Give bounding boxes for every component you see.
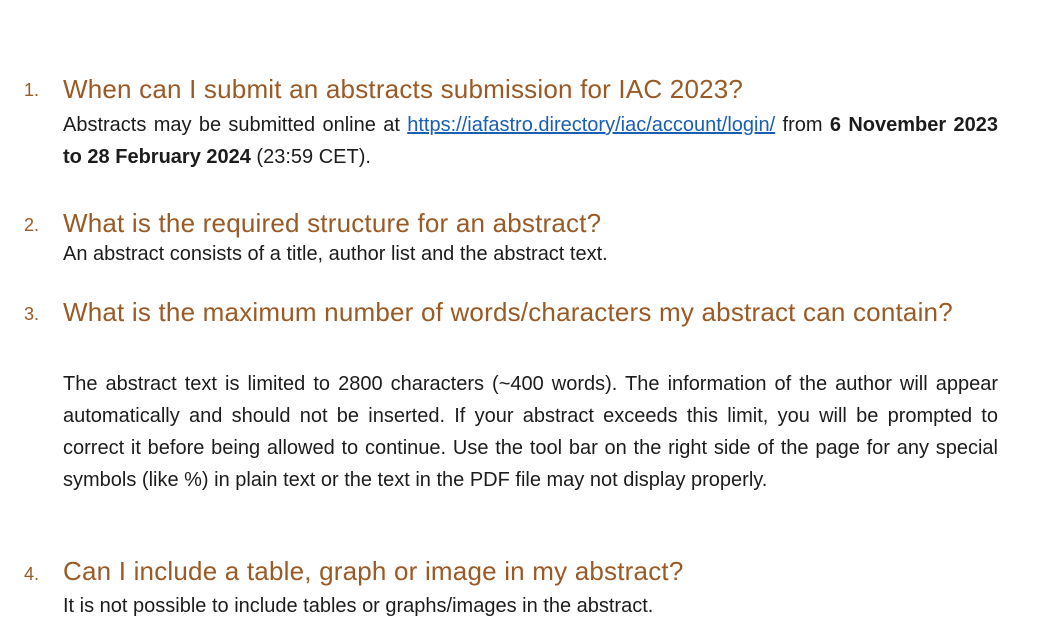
answer-prefix: Abstracts may be submitted online at [63,114,408,136]
answer-suffix: (23:59 CET). [250,146,371,168]
question-title: Can I include a table, graph or image in my abstract? [63,556,684,586]
answer-mid: from [775,114,830,136]
answer-text: The abstract text is limited to 2800 characters (~400 words). The information of the author will appear automatically and should not be inserted. If your abstract exceeds this limit, you will be prompted to correct it before being allowed to continue. Use the tool bar on the right side of the page for any special symbols (like %) in plain text or the text in the PDF file may not display properly. [63,373,998,491]
login-link[interactable]: https://iafastro.directory/iac/account/login/ [407,114,776,136]
answer-text: It is not possible to include tables or graphs/images in the abstract. [63,595,654,617]
question-number: 2. [24,215,40,235]
question-number: 3. [24,304,40,324]
question-number: 1. [24,80,40,100]
answer-text: An abstract consists of a title, author list and the abstract text. [63,243,608,265]
date-range: 6 November 2023 to 28 February 2024 [63,114,998,168]
question-title: When can I submit an abstracts submission for IAC 2023? [63,74,744,104]
question-number: 4. [24,564,40,584]
question-title: What is the maximum number of words/characters my abstract can contain? [63,297,953,327]
question-title: What is the required structure for an abstract? [63,208,602,238]
answer-text [63,109,998,173]
